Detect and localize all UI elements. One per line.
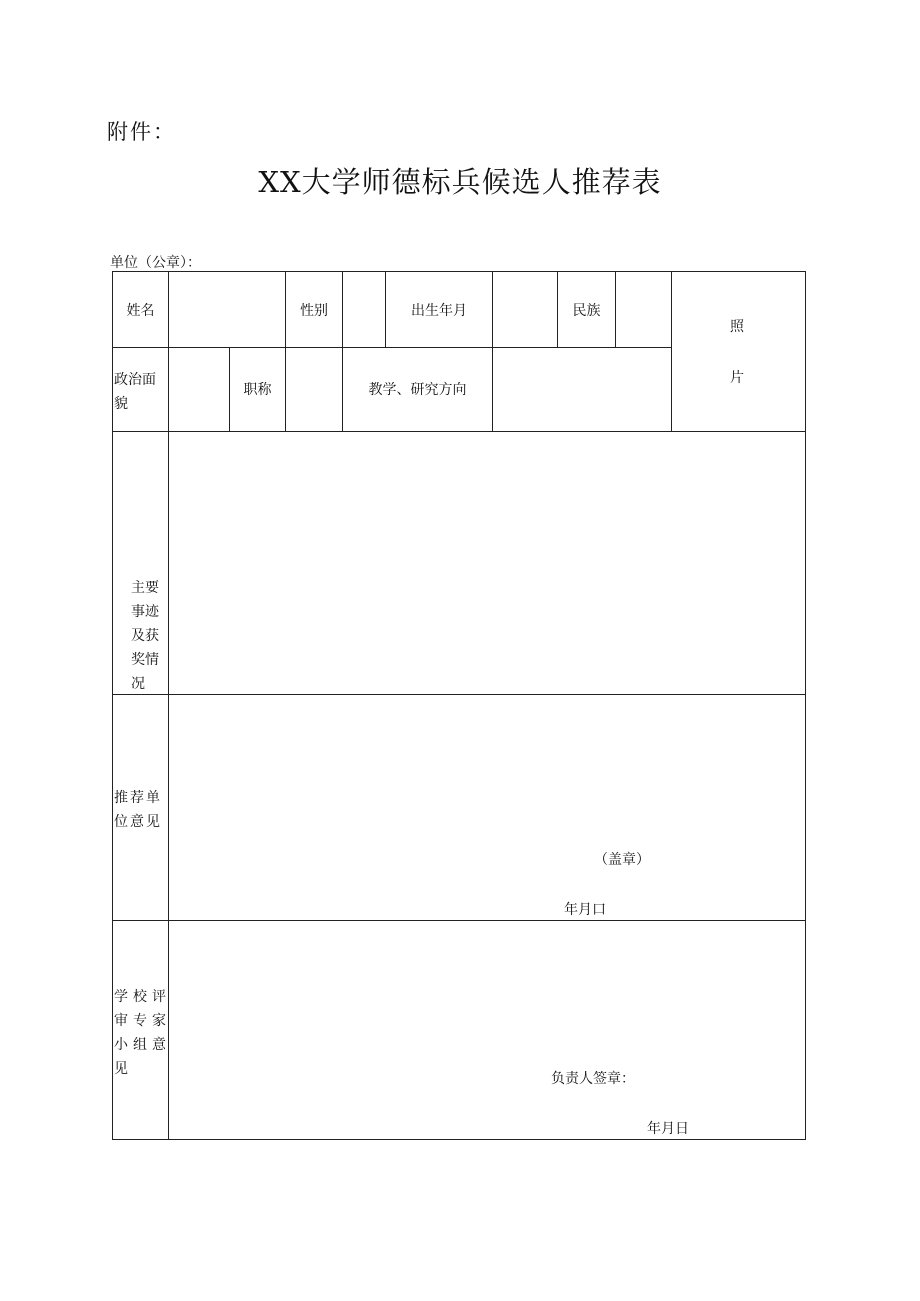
gender-label: 性别 xyxy=(300,302,328,319)
unit-stamp-label: 单位（公章）： xyxy=(110,255,201,271)
table-border-bottom xyxy=(112,1139,806,1140)
research-direction-label: 教学、研究方向 xyxy=(368,382,467,398)
name-label: 姓名 xyxy=(126,302,155,319)
review-panel-opinion-label: 学校评审专家小组意见 xyxy=(114,989,171,1077)
photo-box[interactable] xyxy=(672,272,805,431)
birth-label: 出生年月 xyxy=(411,302,467,319)
table-border-left xyxy=(112,271,113,1140)
photo-label-top: 照 xyxy=(730,319,744,335)
professional-title-label: 职称 xyxy=(243,382,272,398)
ethnicity-field[interactable] xyxy=(616,272,671,347)
photo-label-bottom: 片 xyxy=(730,370,744,386)
table-border-right xyxy=(805,271,806,1140)
research-direction-field[interactable] xyxy=(493,348,671,431)
recommending-unit-opinion-field[interactable] xyxy=(169,695,805,920)
ethnicity-label: 民族 xyxy=(572,302,601,319)
recommending-unit-opinion-label: 推荐单位意见 xyxy=(114,790,162,830)
name-field[interactable] xyxy=(169,272,285,347)
recommend-date-label: 年月口 xyxy=(564,902,606,918)
attachment-label: 附件： xyxy=(107,120,176,144)
achievements-label: 主要事迹及获奖情况 xyxy=(131,580,159,692)
professional-title-field[interactable] xyxy=(286,348,342,431)
political-status-field[interactable] xyxy=(169,348,229,431)
political-status-label: 政治面貌 xyxy=(114,372,156,412)
review-signature-label: 负责人签章： xyxy=(551,1071,635,1087)
gender-field[interactable] xyxy=(343,272,385,347)
recommend-seal-label: （盖章） xyxy=(594,852,650,868)
review-date-label: 年月日 xyxy=(647,1121,689,1137)
form-title: XX大学师德标兵候选人推荐表 xyxy=(258,165,662,199)
birth-field[interactable] xyxy=(493,272,557,347)
review-panel-opinion-field[interactable] xyxy=(169,921,805,1139)
achievements-field[interactable] xyxy=(169,432,805,694)
